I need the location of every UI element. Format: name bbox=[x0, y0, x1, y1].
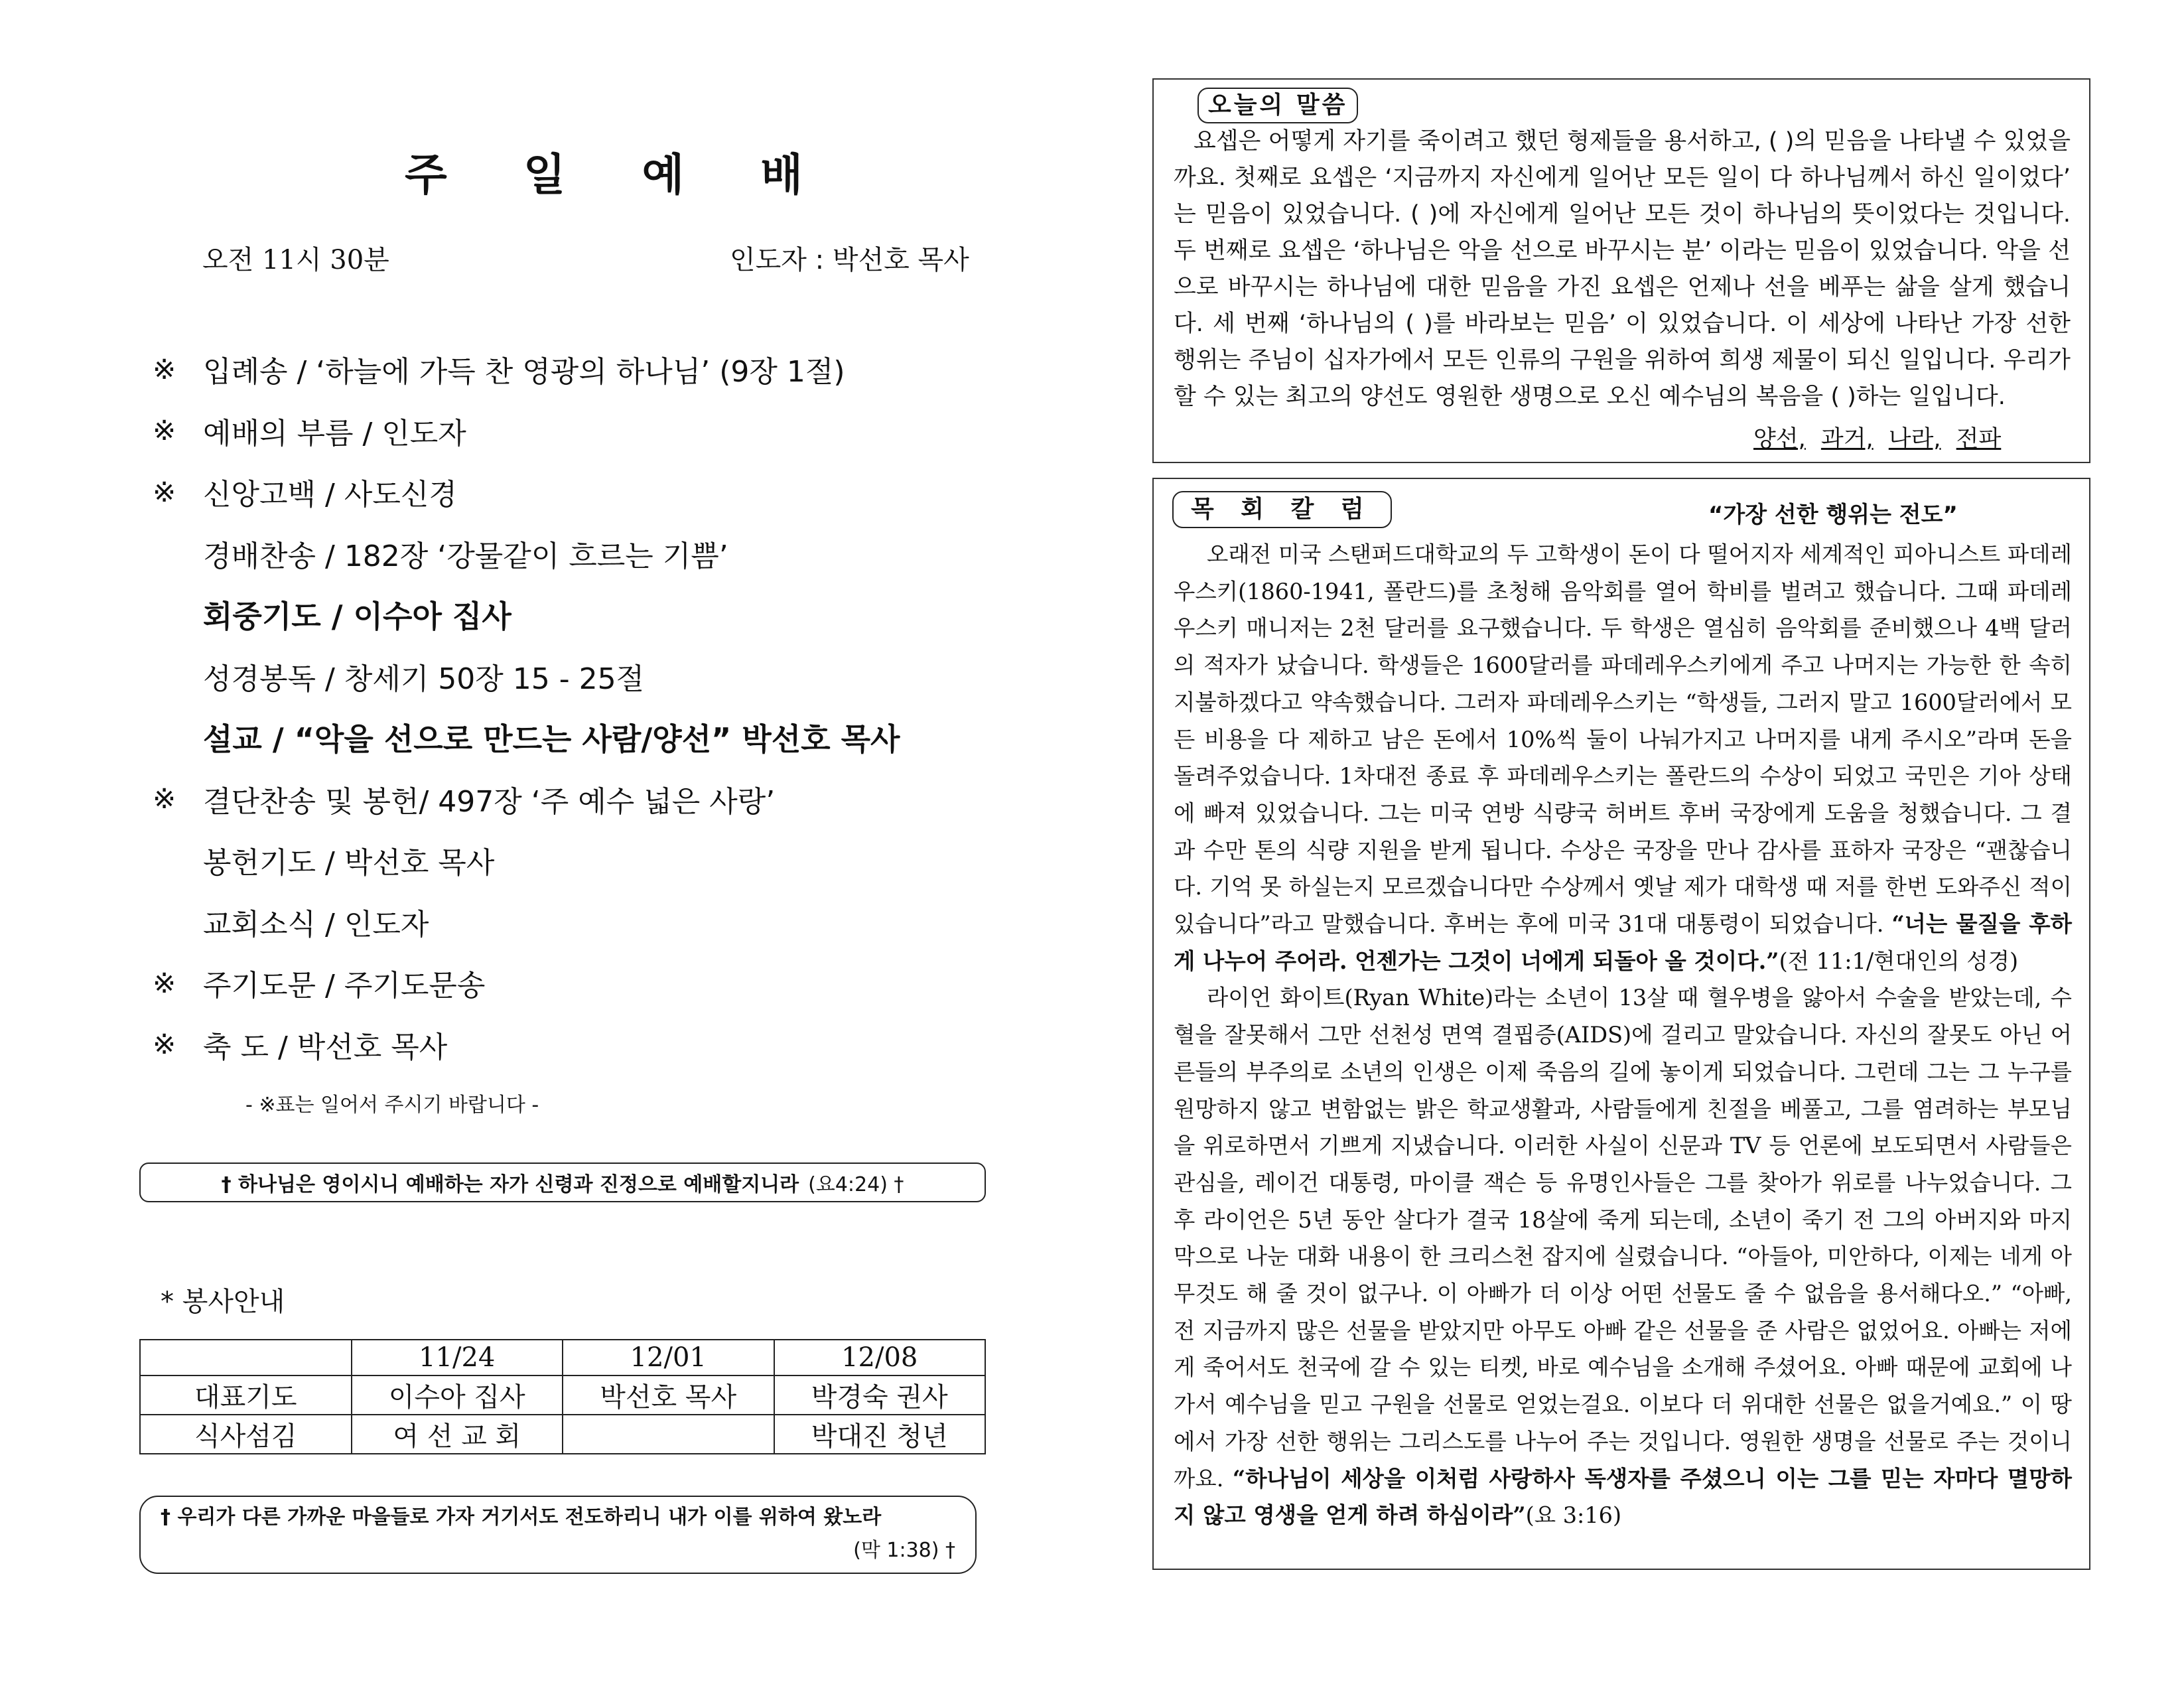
paragraph-text: 오래전 미국 스탠퍼드대학교의 두 고학생이 돈이 다 떨어지자 세계적인 피아니스트 파데레우스키(1860-1941, 폴란드)를 초청해 음악회를 열어 학비를 벌려고 했습니다. 그때 파데레우스키 매니저는 2천 달러를 요구했습니다. 두 학생은 열심히 음악회를 준비했으나 4백 달러의 적자가 났습니다. 학생들은 1600달러를 파데레우스키에게 주고 나머지는 가능한 한 속히 지불하겠다고 약속했습니다. 그러자 파데레우스키는 “학생들, 그러지 말고 1600달러에서 모든 비용을 다 제하고 남은 돈에서 10%씩 둘이 나눠가지고 나머지를 내게 주시오”라며 돈을 돌려주었습니다. 1차대전 종료 후 파데레우스키는 폴란드의 수상이 되었고 국민은 기아 상태에 빠져 있었습니다. 그는 미국 연방 식량국 허버트 후버 국장에게 도움을 청했습니다. 그 결과 수만 톤의 식량 지원을 받게 됩니다. 수상은 국장을 만나 감사를 표하자 국장은 “괜찮습니다. 기억 못 하실는지 모르겠습니다만 수상께서 옛날 제가 대학생 때 저를 한번 도와주신 적이 있습니다”라고 말했습니다. 후버는 후에 미국 31대 대통령이 되었습니다. bbox=[1174, 541, 2072, 938]
order-item bbox=[153, 523, 1015, 585]
order-item bbox=[153, 952, 1015, 1014]
column-text bbox=[1174, 536, 2072, 1534]
standing-mark: ※ bbox=[153, 475, 176, 508]
order-item-text: 회중기도 / 이수아 집사 bbox=[203, 599, 512, 635]
order-item bbox=[153, 646, 1015, 707]
table-cell: 박경숙 권사 bbox=[774, 1375, 986, 1415]
answer-item: 과거, bbox=[1820, 426, 1874, 453]
pastor-column-box bbox=[1152, 478, 2090, 1570]
bold-quote: “너는 물질을 후하게 나누어 주어라. 언젠가는 그것이 너에게 되돌아 올 것이다.” bbox=[1174, 911, 2072, 974]
table-row bbox=[140, 1415, 985, 1454]
order-item bbox=[153, 338, 1015, 400]
order-item-text: 축 도 / 박선호 목사 bbox=[203, 1030, 448, 1064]
service-title-heading: 주 일 예 배 bbox=[405, 149, 833, 200]
answer-list bbox=[1753, 421, 2009, 454]
order-item-text: 주기도문 / 주기도문송 bbox=[203, 969, 486, 1003]
bold-quote: “하나님이 세상을 이처럼 사랑하사 독생자를 주셨으니 이는 그를 믿는 자마다 멸망하지 않고 영생을 얻게 하려 하심이라” bbox=[1174, 1465, 2072, 1529]
table-header-row bbox=[140, 1340, 985, 1375]
order-item bbox=[153, 584, 1015, 646]
order-item bbox=[153, 707, 1015, 768]
todays-word-tab: 오늘의 말씀 bbox=[1197, 88, 1358, 123]
todays-word-box bbox=[1152, 78, 2090, 463]
order-item bbox=[153, 768, 1015, 830]
table-date-cell: 12/01 bbox=[563, 1340, 774, 1375]
column-paragraph bbox=[1174, 979, 2072, 1534]
standing-note: - ※표는 일어서 주시기 바랍니다 - bbox=[245, 1093, 539, 1117]
table-date-cell: 12/08 bbox=[774, 1340, 986, 1375]
quote-reference: (전 11:1/현대인의 성경) bbox=[1779, 948, 2019, 974]
answer-item: 나라, bbox=[1888, 426, 1941, 453]
table-cell: 박선호 목사 bbox=[563, 1375, 774, 1415]
worship-order bbox=[153, 338, 1015, 1075]
order-item-text: 예배의 부름 / 인도자 bbox=[203, 416, 466, 451]
service-guide-heading: * 봉사안내 bbox=[161, 1287, 285, 1317]
order-item-text: 성경봉독 / 창세기 50장 15 - 25절 bbox=[203, 662, 645, 696]
table-cell: 여 선 교 회 bbox=[352, 1415, 563, 1454]
verse-text: † 우리가 다른 가까운 마을들로 가자 거기서도 전도하리니 내가 이를 위하여 왔노라 bbox=[161, 1506, 882, 1529]
order-item-text: 결단찬송 및 봉헌/ 497장 ‘주 예수 넓은 사랑’ bbox=[203, 784, 776, 819]
order-item-text: 경배찬송 / 182장 ‘강물같이 흐르는 기쁨’ bbox=[203, 539, 728, 573]
standing-mark: ※ bbox=[153, 1028, 176, 1061]
table-date-cell: 11/24 bbox=[352, 1340, 563, 1375]
table-cell bbox=[563, 1415, 774, 1454]
column-paragraph bbox=[1174, 536, 2072, 979]
table-row-label: 식사섬김 bbox=[140, 1415, 352, 1454]
service-time: 오전 11시 30분 bbox=[202, 245, 389, 275]
order-item bbox=[153, 400, 1015, 462]
todays-word-body: 요셉은 어떻게 자기를 죽이려고 했던 형제들을 용서하고, ( )의 믿음을 나타낼 수 있었을까요. 첫째로 요셉은 ‘지금까지 자신에게 일어난 모든 일이 다 하나님께서 하신 일이었다’ 는 믿음이 있었습니다. ( )에 자신에게 일어난 모든 것이 하나님의 뜻이었다는 것입니다. 두 번째로 요셉은 ‘하나님은 악을 선으로 바꾸시는 분’ 이라는 믿음이 있었습니다. 악을 선으로 바꾸시는 하나님에 대한 믿음을 가진 요셉은 언제나 선을 베푸는 삶을 살게 했습니다. 세 번째 ‘하나님의 ( )를 바라보는 믿음’ 이 있었습니다. 이 세상에 나타난 가장 선한 행위는 주님이 십자가에서 모든 인류의 구원을 위하여 희생 제물이 되신 일입니다. 우리가 할 수 있는 최고의 양선도 영원한 생명으로 오신 예수님의 복음을 ( )하는 일입니다. bbox=[1174, 128, 2071, 410]
standing-mark: ※ bbox=[153, 782, 176, 815]
verse-box-john bbox=[139, 1163, 986, 1202]
left-page bbox=[0, 0, 1035, 1692]
table-cell: 이수아 집사 bbox=[352, 1375, 563, 1415]
order-item-text: 교회소식 / 인도자 bbox=[203, 907, 429, 942]
order-item bbox=[153, 891, 1015, 953]
order-item-text: 설교 / “악을 선으로 만드는 사람/양선” 박선호 목사 bbox=[203, 721, 900, 758]
column-title: “가장 선한 행위는 전도” bbox=[1708, 502, 1958, 528]
order-item-text: 입례송 / ‘하늘에 가득 찬 영광의 하나님’ (9장 1절) bbox=[203, 355, 845, 389]
quote-reference: (요 3:16) bbox=[1525, 1502, 1622, 1529]
order-item-text: 신앙고백 / 사도신경 bbox=[203, 478, 457, 512]
pastor-column-tab: 목 회 칼 럼 bbox=[1172, 491, 1392, 528]
table-cell: 박대진 청년 bbox=[774, 1415, 986, 1454]
answer-item: 전파 bbox=[1956, 426, 2002, 453]
verse-reference: (요4:24) † bbox=[808, 1173, 904, 1196]
order-item bbox=[153, 829, 1015, 891]
service-leader: 인도자 : 박선호 목사 bbox=[730, 245, 969, 275]
answer-item: 양선, bbox=[1753, 426, 1806, 453]
paragraph-text: 라이언 화이트(Ryan White)라는 소년이 13살 때 혈우병을 앓아서 수술을 받았는데, 수혈을 잘못해서 그만 선천성 면역 결핍증(AIDS)에 걸리고 말았습니다. 자신의 잘못도 아닌 어른들의 부주의로 소년의 인생은 이제 죽음의 길에 놓이게 되었습니다. 그런데 그는 그 누구를 원망하지 않고 변함없는 밝은 학교생활과, 사람들에게 친절을 베풀고, 그를 염려하는 부모님을 위로하면서 기쁘게 지냈습니다. 이러한 사실이 신문과 TV 등 언론에 보도되면서 사람들은 관심을, 레이건 대통령, 마이클 잭슨 등 유명인사들은 그를 찾아가 위로를 나누었습니다. 그 후 라이언은 5년 동안 살다가 결국 18살에 죽게 되는데, 소년이 죽기 전 그의 아버지와 마지막으로 나눈 대화 내용이 한 크리스천 잡지에 실렸습니다. “아들아, 미안하다, 이제는 네게 아무것도 해 줄 것이 없구나. 이 아빠가 더 이상 어떤 선물도 줄 수 없음을 용서해다오.” “아빠, 전 지금까지 많은 선물을 받았지만 아무도 아빠 같은 선물을 준 사람은 없었어요. 아빠는 저에게 죽어서도 천국에 갈 수 있는 티켓, 바로 예수님을 소개해 주셨어요. 아빠 때문에 교회에 나가서 예수님을 믿고 구원을 선물로 얻었는걸요. 이보다 더 위대한 선물은 없을거예요.” 이 땅에서 가장 선한 행위는 그리스도를 나누어 주는 것입니다. 영원한 생명을 선물로 주는 것이니까요. bbox=[1174, 985, 2072, 1492]
service-schedule-table bbox=[139, 1339, 986, 1454]
table-row bbox=[140, 1375, 985, 1415]
order-item-text: 봉헌기도 / 박선호 목사 bbox=[203, 846, 495, 881]
order-item bbox=[153, 1014, 1015, 1076]
standing-mark: ※ bbox=[153, 966, 176, 999]
verse-text: † 하나님은 영이시니 예배하는 자가 신령과 진정으로 예배할지니라 bbox=[221, 1173, 799, 1196]
verse-reference: (막 1:38) † bbox=[853, 1539, 955, 1562]
standing-mark: ※ bbox=[153, 414, 176, 447]
standing-mark: ※ bbox=[153, 352, 176, 386]
order-item bbox=[153, 461, 1015, 523]
table-row-label: 대표기도 bbox=[140, 1375, 352, 1415]
verse-box-mark bbox=[139, 1496, 977, 1574]
table-corner-cell bbox=[140, 1340, 352, 1375]
todays-word-text bbox=[1174, 123, 2071, 415]
